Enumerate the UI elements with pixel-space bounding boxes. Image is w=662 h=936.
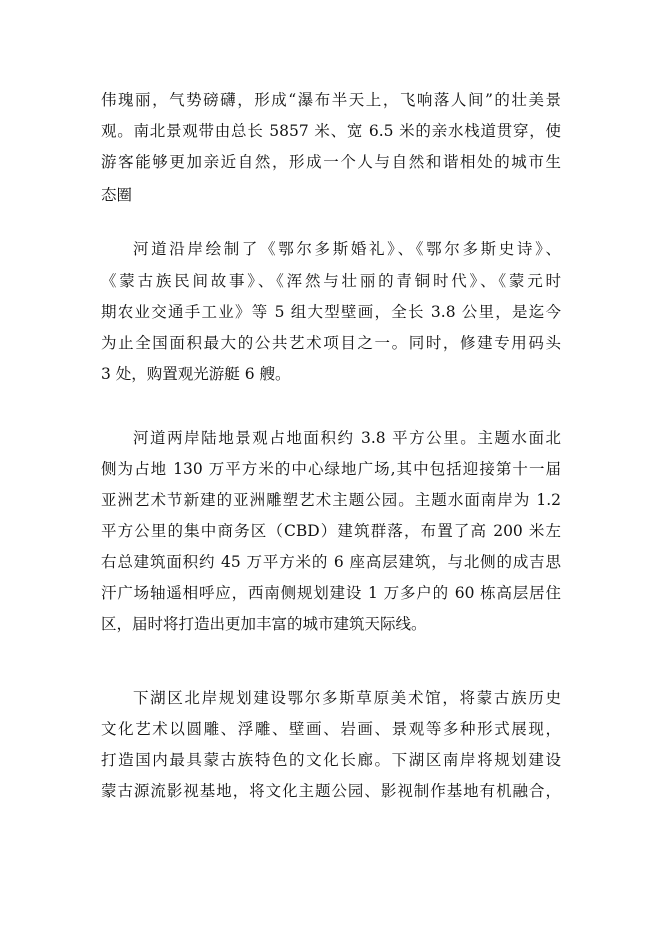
- text-line: 平方公里的集中商务区（CBD）建筑群落，布置了高 200 米左: [101, 522, 561, 540]
- text-line: 伟瑰丽，气势磅礴，形成“瀑布半天上，飞响落人间”的壮美景: [101, 91, 561, 109]
- text-line: 文化艺术以圆雕、浮雕、壁画、岩画、景观等多种形式展现，: [101, 720, 561, 738]
- text-line: 河道两岸陆地景观占地面积约 3.8 平方公里。主题水面北: [133, 429, 561, 447]
- text-line: 《蒙古族民间故事》、《浑然与壮丽的青铜时代》、《蒙元时: [101, 272, 561, 290]
- text-line: 侧为占地 130 万平方米的中心绿地广场,其中包括迎接第十一届: [101, 460, 561, 478]
- text-line: 蒙古源流影视基地，将文化主题公园、影视制作基地有机融合，: [101, 782, 561, 800]
- text-line: 期农业交通手工业》等 5 组大型壁画，全长 3.8 公里，是迄今: [101, 303, 561, 321]
- text-line: 汗广场轴遥相呼应，西南侧规划建设 1 万多户的 60 栋高层居住: [101, 584, 561, 602]
- text-line: 区，届时将打造出更加丰富的城市建筑天际线。: [101, 615, 427, 633]
- text-line: 右总建筑面积约 45 万平方米的 6 座高层建筑，与北侧的成吉思: [101, 553, 561, 571]
- text-line: 打造国内最具蒙古族特色的文化长廊。下湖区南岸将规划建设: [101, 751, 561, 769]
- text-line: 为止全国面积最大的公共艺术项目之一。同时，修建专用码头: [101, 334, 561, 352]
- text-line: 下湖区北岸规划建设鄂尔多斯草原美术馆，将蒙古族历史: [133, 689, 561, 707]
- text-line: 3 处，购置观光游艇 6 艘。: [101, 365, 291, 383]
- text-line: 亚洲艺术节新建的亚洲雕塑艺术主题公园。主题水面南岸为 1.2: [101, 491, 561, 509]
- text-line: 河道沿岸绘制了《鄂尔多斯婚礼》、《鄂尔多斯史诗》、: [133, 240, 561, 258]
- text-line: 态圈: [101, 186, 133, 204]
- text-line: 观。南北景观带由总长 5857 米、宽 6.5 米的亲水栈道贯穿，使: [101, 122, 561, 140]
- text-line: 游客能够更加亲近自然，形成一个人与自然和谐相处的城市生: [101, 153, 561, 171]
